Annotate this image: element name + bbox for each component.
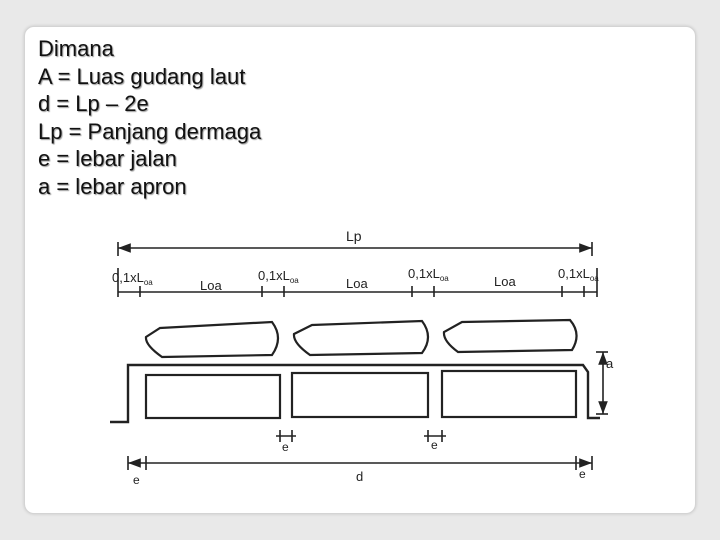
gap-label-2-main: 0,1xL <box>258 268 290 283</box>
definition-lp: Lp = Panjang dermaga <box>38 118 262 144</box>
svg-text:0,1xLoa <box>112 270 153 287</box>
svg-text:0,1xLoa <box>558 266 599 283</box>
definitions-heading: Dimana <box>38 36 114 61</box>
apron-label: a <box>606 356 614 371</box>
warehouse-2 <box>292 373 428 417</box>
gap-label-3-main: 0,1xL <box>408 266 440 281</box>
gap-label-2 <box>258 268 299 285</box>
definition-area: A = Luas gudang laut <box>38 63 246 89</box>
gap-label-4-main: 0,1xL <box>558 266 590 281</box>
road-label-right: e <box>579 467 586 481</box>
gap-label-2-sub: oa <box>289 276 299 285</box>
ship-1 <box>146 322 278 357</box>
svg-text:0,1xLoa <box>408 266 449 283</box>
loa-label-1: Loa <box>200 278 222 293</box>
lp-label: Lp <box>346 228 362 244</box>
gap-label-4-sub: oa <box>589 274 599 283</box>
definition-a: a = lebar apron <box>38 173 187 199</box>
warehouse-1 <box>146 375 280 418</box>
definition-e: e = lebar jalan <box>38 146 177 171</box>
gap-label-1-sub: oa <box>143 278 153 287</box>
loa-label-2: Loa <box>346 276 368 291</box>
gap-label-3-sub: oa <box>439 274 449 283</box>
definition-d: d = Lp – 2e <box>38 91 149 116</box>
gap-label-1-main: 0,1xL <box>112 270 144 285</box>
svg-text:0,1xLoa <box>258 268 299 285</box>
road-label-2: e <box>431 438 438 452</box>
gap-label-3 <box>408 266 449 283</box>
d-dimension <box>128 456 592 470</box>
gap-label-1 <box>112 270 153 287</box>
road-label-left: e <box>133 473 140 487</box>
ship-3 <box>444 320 577 352</box>
warehouse-3 <box>442 371 576 417</box>
d-label: d <box>356 469 364 484</box>
loa-label-3: Loa <box>494 274 516 289</box>
ship-2 <box>294 321 428 355</box>
gap-label-4 <box>558 266 599 283</box>
lp-dimension <box>118 242 592 256</box>
road-label-1: e <box>282 440 289 454</box>
